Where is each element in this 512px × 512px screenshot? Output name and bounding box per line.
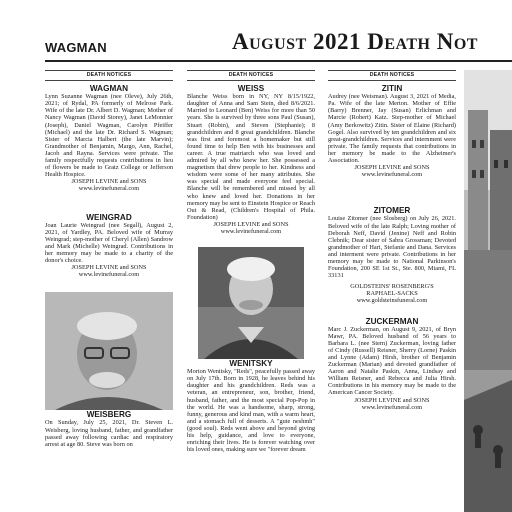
obituary-text: Joan Laurie Weingrad (nee Segall), August 2, 2021, of Yardley, PA. Beloved wife of Murray Weingrad; step-mother of Cheryl (Allen) Sandrow and Mark (Michelle) Weingrad. Contributions in her memory may be made to a charity of the donor's choice. — [45, 221, 173, 265]
funeral-home-link[interactable]: www.levinefuneral.com — [78, 185, 140, 193]
column-2 — [187, 70, 315, 512]
section-label: DEATH NOTICES — [187, 70, 315, 81]
funeral-home: JOSEPH LEVINE and SONS — [71, 178, 147, 186]
obituary-name: WAGMAN — [89, 84, 129, 94]
funeral-home: JOSEPH LEVINE and SONS — [213, 220, 289, 228]
obituary-text: Marc J. Zuckerman, on August 9, 2021, of Bryn Mawr, PA. Beloved husband of 56 years to Barbara L. (nee Stern) Zuckerman, loving father of Cindy (Russell) Reisner, Sherry (Lorne) Paskin and Lynne (Adam) Hirsh, brother of Benjamin Zuckerman (Marian) and devoted grandfather of Aaron and Natalie Paskin, Anna, Lindsay and William Reisner, and Rebecca and Julia Hirsh. Contributions in his memory may be made to the American Cancer Society. — [328, 325, 456, 397]
obituary-text: Morton Wenitsky, "Reds", peacefully passed away on July 17th. Born in 1928, he leaves behind his daughter and his grandchildren. Reds was a veteran, an entrepreneur, son, brother, friend, husband, father, and the most special Pop-Pop in the world. He was a handsome, sharp, strong, funny, generous and kind man, with a warm heart, and a stomach full of desserts. A "gute neshmh" (good soul). Reds went above and beyond giving his help, guidance, and love to everyone, enriching their lives. He is forever watching over his loved ones, making sure we "forever dream — [187, 368, 315, 454]
funeral-home-link[interactable]: www.levinefuneral.com — [78, 271, 140, 279]
obituary-text: On Sunday, July 25, 2021, Dr. Steven L. Weisberg, loving husband, father, and grandfather passed away following cardiac and respiratory arrest at age 80. Steve was born on — [45, 419, 173, 448]
wenitsky-photo — [198, 247, 304, 359]
town-square-photo — [464, 70, 512, 512]
obituary-name: ZITIN — [381, 84, 403, 94]
funeral-home: RAPHAEL-SACKS — [366, 290, 418, 298]
funeral-home: JOSEPH LEVINE and SONS — [71, 264, 147, 272]
funeral-home-link[interactable]: www.levinefuneral.com — [361, 403, 423, 411]
page-family-header: WAGMAN — [45, 40, 107, 55]
obituary-name: ZUCKERMAN — [365, 316, 419, 326]
section-label: DEATH NOTICES — [328, 70, 456, 81]
funeral-home: GOLDSTEINS' ROSENBERG'S — [350, 283, 434, 291]
obituary-name: WENITSKY — [229, 359, 273, 369]
section-label: DEATH NOTICES — [45, 70, 173, 81]
funeral-home-link[interactable]: www.levinefuneral.com — [361, 171, 423, 179]
obituary-text: Blanche Weiss born in NY, NY 8/15/1922, daughter of Anna and Sam Stein, died 8/6/2021. Married to Leonard (Ben) Weiss for more than 50 years. She is survived by three sons Paul (Susan), Stuart (Robin), and Steven (Stephanie); 8 grandchildren and 8 great grandchildren. Blanche was first and foremost a homemaker but still found time to help Ben with his businesses and career. A true matriarch who was loved and admired by all who knew her. She possessed a magnetism that drew people to her. Kindness and wisdom were some of her many attributes. She was special and made everyone feel special. Blanche will be remembered and missed by all who knew and loved her. Donations in her memory may be sent to Einstein Hospice or Reach Out & Read, (Children's Hospital of Phila. Foundation) — [187, 93, 315, 221]
obituary-text: Louise Zitomer (nee Slosberg) on July 26, 2021. Beloved wife of the late Ralph; Loving mother of Deborah Neff, David (Jenine) Neff and Robin Clebnik; Dear sister of Sabra Grossman; Devoted grandmother of Hari, Stefanie and Dana. Services and interment were private. Contributions in her memory may be made to National Parkinson's Foundation, 200 SE 1st St., Ste. 800, Miami, FL 33131 — [328, 215, 456, 280]
obituary-name: WEISBERG — [86, 410, 132, 420]
funeral-home-link[interactable]: www.levinefuneral.com — [220, 227, 282, 235]
funeral-home-link[interactable]: www.goldsteinsfuneral.com — [356, 297, 428, 305]
obituary-name: WEISS — [237, 84, 265, 94]
obituary-text: Lynn Suzanne Wagman (nee Oleve), July 26th, 2021; of Rydal, PA formerly of Melrose Park. Wife of the late Dr. Albert D. Wagman; Mother of Nancy Wagman (David Storey), Janet LeMonnier (Joseph), Daniel Wagman, Carolyn Pfeiffer (Michael) and the late Dr. Richard S. Wagman; Sister of Marcia Halbert (the late Marvin); Grandmother of Benjamin, Margo, Ann, Rachel, Jacob and Rayna. Services were private. The family respectfully requests contributions in lieu of flowers be made to Gratz College or Jefferson Health Hospice. — [45, 93, 173, 179]
column-3 — [328, 70, 456, 512]
funeral-home: JOSEPH LEVINE and SONS — [354, 164, 430, 172]
weisberg-photo — [45, 292, 173, 410]
funeral-home: JOSEPH LEVINE and SONS — [354, 396, 430, 404]
obituary-name: WEINGRAD — [86, 212, 132, 222]
page-title: August 2021 Death Not — [232, 29, 478, 54]
header-rule — [45, 60, 512, 62]
obituary-text: Audrey (nee Weisman). August 3, 2021 of Media, Pa. Wife of the late Merton. Mother of Effie (Barry) Brenner, Jay (Susan) Erlichman and Marcie (Robert) Katz. Step-mother of Michael (Amy Berkowitz) Zitin. Sister of Elaine (Richard) Gogel. Also survived by ten grandchildren and six great-grandchildren. Services and internment were private. The family requests that contributions in her memory be made to the Alzheimer's Association. — [328, 93, 456, 165]
column-1 — [45, 70, 173, 512]
obituary-name: ZITOMER — [373, 206, 411, 216]
